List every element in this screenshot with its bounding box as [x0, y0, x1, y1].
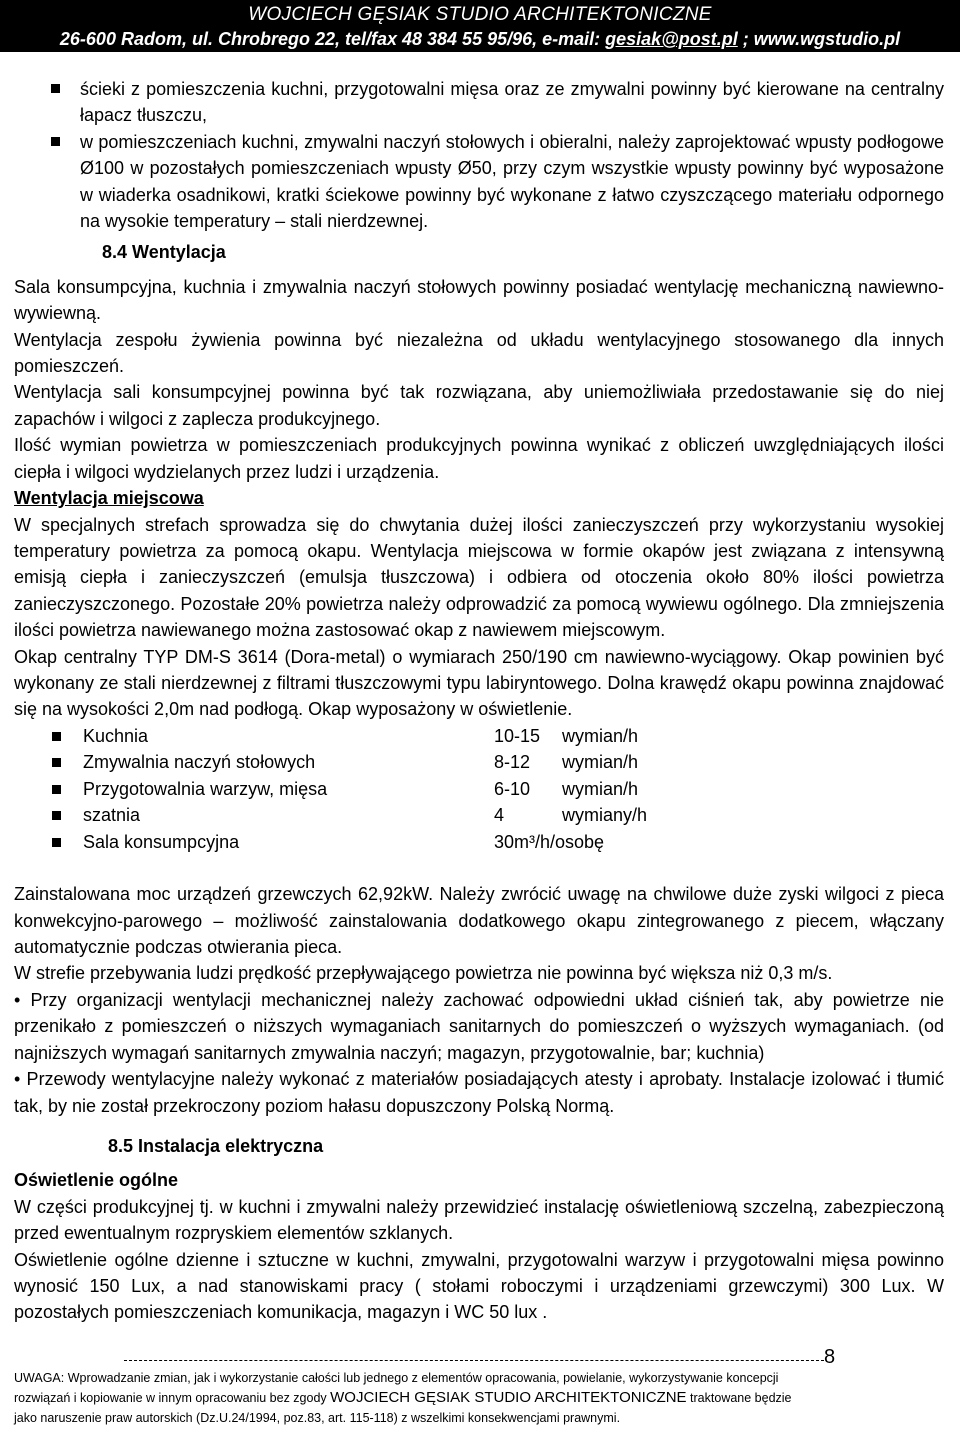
paragraph: • Przy organizacji wentylacji mechanicznej należy zachować odpowiedni układ ciśnień tak, aby powietrze nie przenikało z pomieszczeń o niższych wymaganiach sanitarnych do pomieszczeń o wyższych wymaganiach. (od najniższych wymagań sanitarnych zmywalnia naczyń; magazyn, przygotowalnie, bar; kuchnia)	[14, 989, 944, 1063]
list-item	[14, 76, 944, 129]
section-heading-8-5: 8.5 Instalacja elektryczna	[108, 1135, 324, 1156]
exchange-unit: wymiany/h	[562, 805, 648, 826]
air-exchange-list	[14, 723, 944, 856]
header-studio-name: WOJCIECH GĘSIAK STUDIO ARCHITEKTONICZNE	[0, 0, 960, 28]
exchange-unit: wymian/h	[562, 725, 639, 746]
header-address: 26-600 Radom, ul. Chrobrego 22, tel/fax 48 384 55 95/96, e-mail:	[59, 29, 606, 49]
footer-line: jako naruszenie praw autorskich (Dz.U.24/1994, poz.83, art. 115-118) z wszelkimi konsekwencjami prawnymi.	[14, 1411, 621, 1425]
header-website-link[interactable]: www.wgstudio.pl	[753, 29, 901, 49]
subheading-general-lighting: Oświetlenie ogólne	[14, 1170, 179, 1191]
page-number: 8	[824, 1346, 836, 1368]
square-bullet-icon	[52, 732, 61, 741]
square-bullet-icon	[52, 785, 61, 794]
exchange-value: 30m³/h/osobę	[494, 831, 605, 852]
square-bullet-icon	[51, 137, 60, 146]
footer-text: traktowane będzie	[686, 1391, 792, 1405]
exchange-unit: wymian/h	[562, 752, 639, 773]
room-name: szatnia	[83, 805, 141, 826]
footer-line: UWAGA: Wprowadzanie zmian, jak i wykorzystanie całości lub jednego z elementów opracowania, powielanie, wykorzystywanie koncepcji	[14, 1371, 779, 1385]
header-separator: ;	[737, 29, 754, 49]
list-item	[14, 802, 944, 829]
document-body	[14, 76, 944, 1326]
room-name: Przygotowalnia warzyw, mięsa	[83, 778, 328, 799]
exchange-value: 8-12	[494, 752, 531, 773]
list-item	[14, 129, 944, 235]
room-name: Zmywalnia naczyń stołowych	[83, 752, 316, 773]
paragraph: Oświetlenie ogólne dzienne i sztuczne w kuchni, zmywalni, przygotowalni warzyw i przygotowalni mięsa powinno wynosić 150 Lux, a nad stanowiskami pracy ( stołami roboczymi i urządzeniami grzewczymi) 300 Lux. W pozostałych pomieszczeniach komunikacja, magazyn i WC 50 lux .	[14, 1249, 944, 1323]
square-bullet-icon	[52, 758, 61, 767]
section-heading-8-4: 8.4 Wentylacja	[102, 242, 226, 263]
room-name: Kuchnia	[83, 725, 149, 746]
list-item-text: ścieki z pomieszczenia kuchni, przygotowalni mięsa oraz ze zmywalni powinny być kierowane na centralny łapacz tłuszczu,	[80, 79, 944, 126]
footer-studio-name: WOJCIECH GĘSIAK STUDIO ARCHITEKTONICZNE	[330, 1389, 687, 1406]
paragraph: W części produkcyjnej tj. w kuchni i zmywalni należy przewidzieć instalację oświetleniową szczelną, zabezpieczoną przed ewentualnym rozpryskiem elementów szklanych.	[14, 1196, 944, 1244]
paragraph: Okap centralny TYP DM-S 3614 (Dora-metal) o wymiarach 250/190 cm nawiewno-wyciągowy. Okap powinien być wykonany ze stali nierdzewnej z filtrami tłuszczowymi typu labiryntowego. Dolna krawędź okapu powinna znajdować się na wysokości 2,0m nad podłogą. Okap wyposażony w oświetlenie.	[14, 646, 944, 720]
room-name: Sala konsumpcyjna	[83, 831, 240, 852]
paragraph: Wentylacja zespołu żywienia powinna być niezależna od układu wentylacyjnego stosowanego dla innych pomieszczeń.	[14, 329, 944, 377]
footer-divider	[124, 1360, 824, 1361]
footer-line	[14, 1388, 944, 1408]
exchange-unit: wymian/h	[562, 778, 639, 799]
square-bullet-icon	[51, 84, 60, 93]
paragraph: Sala konsumpcyjna, kuchnia i zmywalnia naczyń stołowych powinny posiadać wentylację mechaniczną nawiewno-wywiewną.	[14, 276, 944, 324]
list-item-text: w pomieszczeniach kuchni, zmywalni naczyń stołowych i obieralni, należy zaprojektować wpusty podłogowe Ø100 w pozostałych pomieszczeniach wpusty Ø50, przy czym wszystkie wpusty powinny być wyposażone w wiaderka osadnikowi, kratki ściekowe powinny być wykonane z łatwo czyszczącego materiału odpornego na wysokie temperatury – stali nierdzewnej.	[80, 131, 944, 232]
exchange-value: 10-15	[494, 725, 541, 746]
exchange-value: 4	[494, 805, 505, 826]
subheading-local-ventilation: Wentylacja miejscowa	[14, 488, 204, 509]
paragraph: • Przewody wentylacyjne należy wykonać z materiałów posiadających atesty i aprobaty. Instalacje izolować i tłumić tak, by nie został przekroczony poziom hałasu dopuszczony Polską Normą.	[14, 1069, 944, 1116]
paragraph: W specjalnych strefach sprowadza się do chwytania dużej ilości zanieczyszczeń przy wykorzystaniu wysokiej temperatury powietrza za pomocą okapu. Wentylacja miejscowa w formie okapów jest związana z intensywną emisją ciepła i zanieczyszczeń (emulsja tłuszczowa) i odbiera od otoczenia około 80% ilości powietrza zanieczyszczonego. Pozostałe 20% powietrza należy odprowadzić za pomocą wywiewu ogólnego. Dla zmniejszenia ilości powietrza nawiewanego można zastosować okap z nawiewem miejscowym.	[14, 514, 944, 641]
square-bullet-icon	[52, 811, 61, 820]
footer-copyright-notice	[14, 1368, 944, 1428]
paragraph: W strefie przebywania ludzi prędkość przepływającego powietrza nie powinna być większa niż 0,3 m/s.	[14, 963, 833, 984]
list-item	[14, 723, 944, 750]
list-item	[14, 829, 944, 856]
paragraph: Ilość wymian powietrza w pomieszczeniach produkcyjnych powinna wynikać z obliczeń uwzględniających ilości ciepła i wilgoci wydzielanych przez ludzi i urządzenia.	[14, 435, 944, 482]
header-contact-line	[0, 28, 960, 52]
list-item	[14, 776, 944, 803]
footer-text: rozwiązań i kopiowanie w innym opracowaniu bez zgody	[14, 1391, 331, 1405]
paragraph: Zainstalowana moc urządzeń grzewczych 62,92kW. Należy zwrócić uwagę na chwilowe duże zyski wilgoci z pieca konwekcyjno-parowego – możliwość zainstalowania dodatkowego okapu zintegrowanego z piecem, włączany automatycznie podczas otwierania pieca.	[14, 884, 944, 958]
paragraph: Wentylacja sali konsumpcyjnej powinna być tak rozwiązana, aby uniemożliwiała przedostawanie się do niej zapachów i wilgoci z zaplecza produkcyjnego.	[14, 382, 944, 429]
exchange-value: 6-10	[494, 778, 531, 799]
square-bullet-icon	[52, 838, 61, 847]
list-item	[14, 749, 944, 776]
header-email-link[interactable]: gesiak@post.pl	[605, 29, 738, 49]
